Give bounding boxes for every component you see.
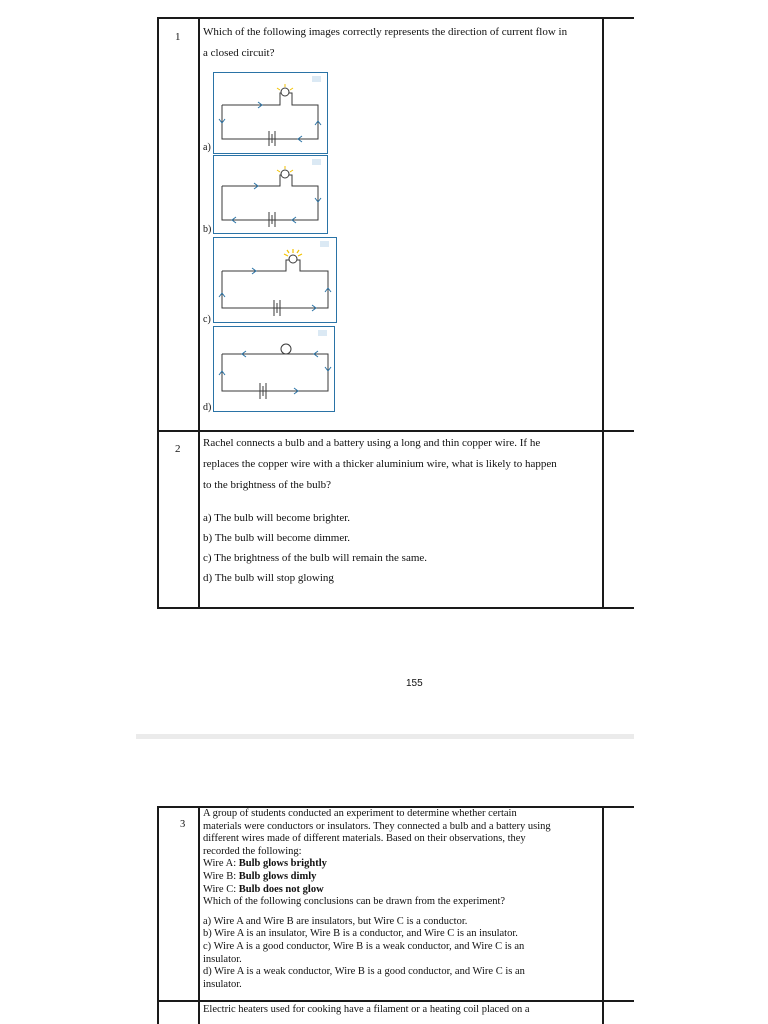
circuit-diagram-c (213, 237, 337, 323)
question-prompt: Which of the following conclusions can be drawn from the experiment? (203, 896, 506, 908)
question-text-line: replaces the copper wire with a thicker aluminium wire, what is likely to happen (203, 458, 557, 470)
question-text-line: Which of the following images correctly represents the direction of current flow in (203, 26, 568, 38)
wire-b-row (203, 871, 603, 884)
option-d: d) The bulb will stop glowing (203, 572, 334, 584)
option-label-a: a) (203, 142, 211, 153)
table-row-divider (157, 430, 634, 432)
page-number: 155 (406, 678, 423, 689)
question-text-line: to the brightness of the bulb? (203, 479, 332, 491)
page-separator (136, 734, 634, 739)
question-text-line: recorded the following: (203, 845, 302, 857)
question-number: 3 (180, 819, 186, 830)
question-text-line: materials were conductors or insulators. They connected a bulb and a battery using (203, 820, 551, 832)
wire-c-row (203, 884, 603, 897)
question-3-text (203, 808, 603, 991)
option-b: b) Wire A is an insulator, Wire B is a conductor, and Wire C is an insulator. (203, 928, 518, 940)
wire-c-value: Bulb does not glow (238, 883, 324, 895)
question-text (203, 433, 603, 496)
option-a: a) Wire A and Wire B are insulators, but Wire C is a conductor. (203, 915, 468, 927)
wire-b-value: Bulb glows dimly (238, 870, 317, 882)
table-row-divider (157, 1000, 634, 1002)
question-number: 2 (175, 443, 181, 455)
option-a: a) The bulb will become brighter. (203, 512, 351, 524)
wire-b-label: Wire B: (203, 870, 239, 882)
option-b: b) The bulb will become dimmer. (203, 532, 351, 544)
wire-a-label: Wire A: (203, 858, 239, 870)
question-text-line: Rachel connects a bulb and a battery using a long and thin copper wire. If he (203, 437, 541, 449)
option-c: c) Wire A is a good conductor, Wire B is a weak conductor, and Wire C is an (203, 940, 525, 952)
table-border-left (157, 806, 159, 1024)
table-col-divider (198, 806, 200, 1024)
table-col-divider (198, 17, 200, 608)
question-4-partial: Electric heaters used for cooking have a filament or a heating coil placed on a (203, 1004, 530, 1015)
table-border-bottom (157, 607, 634, 609)
wire-c-label: Wire C: (203, 883, 239, 895)
table-border-top (157, 17, 634, 19)
question-text-line: different wires made of different materials. Based on their observations, they (203, 833, 526, 845)
wire-a-value: Bulb glows brightly (238, 858, 327, 870)
table-col-divider-right (602, 17, 604, 608)
option-d-cont: insulator. (203, 978, 242, 990)
option-label-c: c) (203, 314, 211, 325)
option-label-b: b) (203, 224, 212, 235)
option-c: c) The brightness of the bulb will remain the same. (203, 552, 428, 564)
option-label-d: d) (203, 402, 212, 413)
option-d: d) Wire A is a weak conductor, Wire B is a good conductor, and Wire C is an (203, 966, 525, 978)
circuit-diagram-d (213, 326, 335, 412)
question-text-line: A group of students conducted an experiment to determine whether certain (203, 808, 517, 819)
table-border-left (157, 17, 159, 608)
page-2 (0, 740, 768, 1024)
circuit-diagram-a (213, 72, 328, 154)
circuit-diagram-b (213, 155, 328, 234)
question-number: 1 (175, 31, 181, 43)
wire-a-row (203, 858, 603, 871)
question-text-line: a closed circuit? (203, 47, 275, 59)
question-text (203, 22, 603, 64)
option-c-cont: insulator. (203, 953, 242, 965)
